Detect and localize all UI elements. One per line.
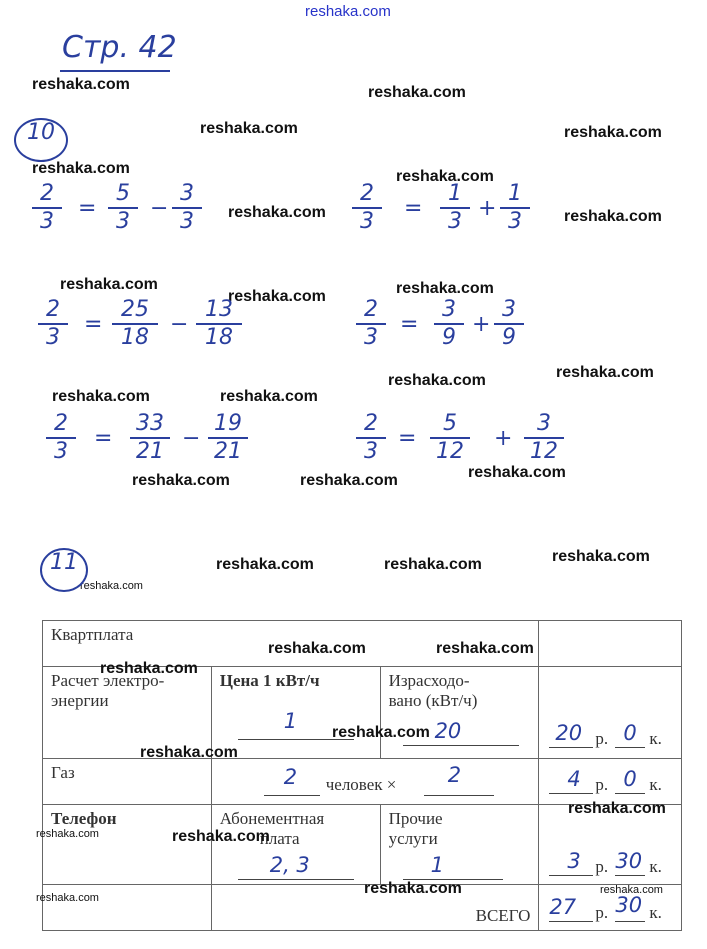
fraction xyxy=(524,412,564,464)
gas-rub-value: 4 xyxy=(567,767,581,791)
operator: − xyxy=(182,426,201,451)
other-services-value: 1 xyxy=(430,853,444,877)
phone-rub-value: 3 xyxy=(567,849,581,873)
numerator: 3 xyxy=(180,181,194,206)
watermark: reshaka.com xyxy=(384,556,482,573)
numerator: 13 xyxy=(205,297,233,322)
operator: + xyxy=(472,312,491,337)
watermark: reshaka.com xyxy=(600,884,663,896)
watermark: reshaka.com xyxy=(216,556,314,573)
numerator: 2 xyxy=(364,411,378,436)
rent-amount-cell xyxy=(539,621,682,667)
watermark: reshaka.com xyxy=(228,288,326,305)
watermark: reshaka.com xyxy=(52,388,150,405)
fraction xyxy=(434,298,464,350)
gas-kop-value: 0 xyxy=(623,767,637,791)
used-label-line2: вано (кВт/ч) xyxy=(388,691,478,710)
operator: + xyxy=(494,426,513,451)
gas-multiplier-value: 2 xyxy=(447,763,462,787)
watermark: reshaka.com xyxy=(220,388,318,405)
watermark: reshaka.com xyxy=(364,880,462,897)
used-cell xyxy=(380,667,539,759)
total-rub-value: 27 xyxy=(549,895,577,919)
denominator: 3 xyxy=(54,439,68,464)
watermark: reshaka.com xyxy=(100,660,198,677)
fraction xyxy=(112,298,158,350)
watermark: reshaka.com xyxy=(468,464,566,481)
subscription-label-line2: плата xyxy=(259,829,300,848)
numerator: 1 xyxy=(508,181,522,206)
rub-line xyxy=(549,793,593,794)
fraction xyxy=(500,182,530,234)
fraction xyxy=(352,182,382,234)
watermark: reshaka.com xyxy=(140,744,238,761)
equals-sign: = xyxy=(404,196,423,221)
rub-unit: р. xyxy=(595,775,609,794)
equals-sign: = xyxy=(78,196,97,221)
watermark: reshaka.com xyxy=(36,892,99,904)
site-header: reshaka.com xyxy=(305,3,391,20)
price-value: 1 xyxy=(283,709,298,733)
fraction xyxy=(430,412,470,464)
denominator: 9 xyxy=(442,325,456,350)
numerator: 25 xyxy=(121,297,149,322)
equals-sign: = xyxy=(398,426,417,451)
denominator: 21 xyxy=(214,439,242,464)
denominator: 12 xyxy=(436,439,464,464)
total-kop-value: 30 xyxy=(615,893,643,917)
watermark: reshaka.com xyxy=(80,580,143,592)
equals-sign: = xyxy=(400,312,419,337)
electricity-rub-value: 20 xyxy=(555,721,583,745)
denominator: 21 xyxy=(136,439,164,464)
page-label: Стр. 42 xyxy=(62,30,177,65)
kop-line xyxy=(615,747,645,748)
other-services-cell xyxy=(380,805,539,885)
kop-line xyxy=(615,875,645,876)
watermark: reshaka.com xyxy=(564,208,662,225)
other-services-label: Прочие xyxy=(388,809,443,828)
fraction xyxy=(32,182,62,234)
numerator: 3 xyxy=(502,297,516,322)
denominator: 3 xyxy=(448,209,462,234)
used-value: 20 xyxy=(434,719,462,743)
watermark: reshaka.com xyxy=(300,472,398,489)
rub-unit: р. xyxy=(595,729,609,748)
watermark: reshaka.com xyxy=(228,204,326,221)
electricity-label: Расчет электро- xyxy=(51,671,165,690)
watermark: reshaka.com xyxy=(132,472,230,489)
used-label: Израсходо- xyxy=(388,671,470,690)
denominator: 3 xyxy=(116,209,130,234)
gas-calc-cell xyxy=(211,759,539,805)
watermark: reshaka.com xyxy=(552,548,650,565)
watermark: reshaka.com xyxy=(368,84,466,101)
electricity-kop-value: 0 xyxy=(623,721,637,745)
fraction xyxy=(494,298,524,350)
denominator: 18 xyxy=(205,325,233,350)
kop-unit: к. xyxy=(649,729,662,748)
exercise-number-10 xyxy=(14,118,68,162)
fraction xyxy=(356,412,386,464)
exercise-number-text: 11 xyxy=(50,550,78,575)
watermark: reshaka.com xyxy=(268,640,366,657)
watermark: reshaka.com xyxy=(32,160,130,177)
subscription-label: Абонементная xyxy=(219,809,325,828)
gas-label: Газ xyxy=(51,763,75,782)
watermark: reshaka.com xyxy=(172,828,270,845)
watermark: reshaka.com xyxy=(564,124,662,141)
denominator: 18 xyxy=(121,325,149,350)
numerator: 2 xyxy=(40,181,54,206)
fraction xyxy=(196,298,242,350)
kop-unit: к. xyxy=(649,903,662,922)
numerator: 2 xyxy=(360,181,374,206)
denominator: 3 xyxy=(180,209,194,234)
watermark: reshaka.com xyxy=(388,372,486,389)
denominator: 3 xyxy=(46,325,60,350)
watermark: reshaka.com xyxy=(568,800,666,817)
subscription-value: 2, 3 xyxy=(269,853,310,877)
numerator: 19 xyxy=(214,411,242,436)
operator: − xyxy=(150,196,169,221)
denominator: 9 xyxy=(502,325,516,350)
kop-line xyxy=(615,921,645,922)
fraction xyxy=(46,412,76,464)
watermark: reshaka.com xyxy=(36,828,99,840)
gas-people-value: 2 xyxy=(283,765,298,789)
denominator: 3 xyxy=(364,439,378,464)
table-row-gas xyxy=(43,759,682,805)
gas-multiplier-line xyxy=(424,795,494,796)
denominator: 3 xyxy=(364,325,378,350)
equals-sign: = xyxy=(94,426,113,451)
watermark: reshaka.com xyxy=(332,724,430,741)
electricity-label-line2: энергии xyxy=(51,691,109,710)
numerator: 2 xyxy=(364,297,378,322)
numerator: 2 xyxy=(54,411,68,436)
total-label: ВСЕГО xyxy=(475,906,531,925)
watermark: reshaka.com xyxy=(556,364,654,381)
rub-line xyxy=(549,921,593,922)
exercise-number-11 xyxy=(40,548,88,592)
numerator: 5 xyxy=(116,181,130,206)
fraction xyxy=(38,298,68,350)
gas-amount-cell xyxy=(539,759,682,805)
fraction xyxy=(356,298,386,350)
rub-line xyxy=(549,875,593,876)
rub-line xyxy=(549,747,593,748)
electricity-amount-cell xyxy=(539,667,682,759)
fraction xyxy=(208,412,248,464)
phone-label: Телефон xyxy=(51,809,117,828)
kop-unit: к. xyxy=(649,857,662,876)
watermark: reshaka.com xyxy=(396,168,494,185)
equals-sign: = xyxy=(84,312,103,337)
table-row-electricity xyxy=(43,667,682,759)
numerator: 3 xyxy=(537,411,551,436)
kop-line xyxy=(615,793,645,794)
operator: − xyxy=(170,312,189,337)
kop-unit: к. xyxy=(649,775,662,794)
phone-kop-value: 30 xyxy=(615,849,643,873)
subscription-line xyxy=(238,879,354,880)
table-row-total xyxy=(43,885,682,931)
watermark: reshaka.com xyxy=(32,76,130,93)
fraction xyxy=(440,182,470,234)
rent-label: Квартплата xyxy=(51,625,134,644)
watermark: reshaka.com xyxy=(396,280,494,297)
other-services-label-line2: услуги xyxy=(388,829,438,848)
page-label-underline xyxy=(60,70,170,72)
denominator: 12 xyxy=(530,439,558,464)
denominator: 3 xyxy=(508,209,522,234)
rub-unit: р. xyxy=(595,857,609,876)
fraction xyxy=(172,182,202,234)
price-label: Цена 1 кВт/ч xyxy=(219,671,320,690)
watermark: reshaka.com xyxy=(200,120,298,137)
watermark: reshaka.com xyxy=(60,276,158,293)
rub-unit: р. xyxy=(595,903,609,922)
gas-people-label: человек × xyxy=(325,775,397,794)
operator: + xyxy=(478,196,497,221)
used-line xyxy=(403,745,519,746)
gas-label-cell xyxy=(43,759,212,805)
numerator: 5 xyxy=(443,411,457,436)
fraction xyxy=(108,182,138,234)
numerator: 1 xyxy=(448,181,462,206)
numerator: 33 xyxy=(136,411,164,436)
gas-people-line xyxy=(264,795,320,796)
exercise-number-text: 10 xyxy=(27,120,55,145)
numerator: 3 xyxy=(442,297,456,322)
watermark: reshaka.com xyxy=(436,640,534,657)
denominator: 3 xyxy=(40,209,54,234)
numerator: 2 xyxy=(46,297,60,322)
fraction xyxy=(130,412,170,464)
denominator: 3 xyxy=(360,209,374,234)
